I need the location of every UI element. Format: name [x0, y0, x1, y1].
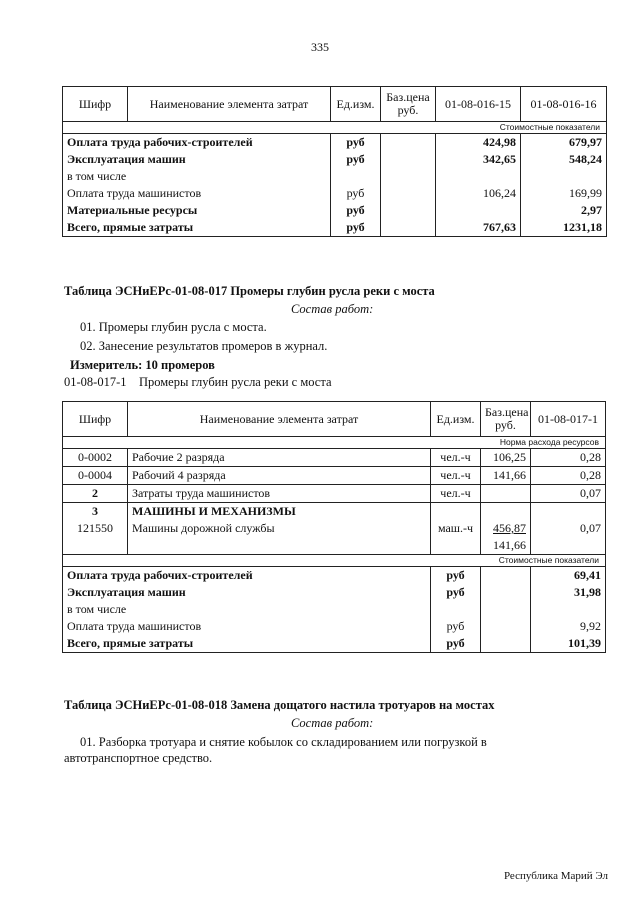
table-row [63, 567, 606, 585]
table-row [63, 151, 607, 168]
row-unit: руб [431, 635, 481, 653]
row-unit: руб [331, 151, 381, 168]
table-row [63, 449, 606, 467]
row-name: Машины дорожной службы [128, 520, 431, 537]
table-title-01-08-017: Таблица ЭСНиЕРс-01-08-017 Промеры глубин русла реки с моста [64, 284, 435, 298]
header-unit: Ед.изм. [331, 87, 381, 122]
table-header-row [63, 402, 606, 437]
norm-title: 01-08-017-1 Промеры глубин русла реки с моста [64, 375, 332, 389]
section-row [63, 555, 606, 567]
row-price [481, 584, 531, 601]
table-row [63, 584, 606, 601]
row-value [531, 503, 606, 521]
row-value: 101,39 [531, 635, 606, 653]
row-name: в том числе [63, 601, 431, 618]
row-price: 141,66 [481, 537, 531, 555]
row-unit [431, 537, 481, 555]
row-price [381, 134, 436, 152]
row-unit: чел.-ч [431, 449, 481, 467]
row-name: Оплата труда машинистов [63, 618, 431, 635]
resource-table-01-08-017 [62, 401, 606, 653]
table-title-01-08-018: Таблица ЭСНиЕРс-01-08-018 Замена дощатого настила тротуаров на мостах [64, 698, 495, 712]
row-price [481, 503, 531, 521]
row-value: 0,07 [531, 485, 606, 503]
row-value-1 [436, 202, 521, 219]
row-unit: чел.-ч [431, 467, 481, 485]
header-base-price: Баз.цена руб. [481, 402, 531, 437]
header-name: Наименование элемента затрат [128, 402, 431, 437]
row-value-2: 169,99 [521, 185, 607, 202]
row-value-1 [436, 168, 521, 185]
row-name: Оплата труда рабочих-строителей [63, 567, 431, 585]
row-unit [331, 168, 381, 185]
row-name: МАШИНЫ И МЕХАНИЗМЫ [128, 503, 431, 521]
header-col-01-08-017-1: 01-08-017-1 [531, 402, 606, 437]
row-value-1: 767,63 [436, 219, 521, 237]
header-code: Шифр [63, 87, 128, 122]
row-value-2: 2,97 [521, 202, 607, 219]
work-item-2: 02. Занесение результатов промеров в журнал. [80, 339, 328, 353]
row-code: 2 [63, 485, 128, 503]
row-value-2 [521, 168, 607, 185]
cost-table-01-08-016 [62, 86, 607, 237]
row-value-2: 679,97 [521, 134, 607, 152]
row-value-1: 424,98 [436, 134, 521, 152]
row-value-2: 1231,18 [521, 219, 607, 237]
row-value: 0,28 [531, 449, 606, 467]
row-name: Затраты труда машинистов [128, 485, 431, 503]
row-value-2: 548,24 [521, 151, 607, 168]
row-name: Оплата труда машинистов [63, 185, 331, 202]
row-name: в том числе [63, 168, 331, 185]
work-composition-heading: Состав работ: [291, 716, 374, 730]
row-value: 0,28 [531, 467, 606, 485]
row-code: 0-0002 [63, 449, 128, 467]
row-price [381, 219, 436, 237]
row-value-1: 342,65 [436, 151, 521, 168]
page-number: 335 [311, 40, 329, 54]
row-unit: руб [431, 584, 481, 601]
header-name: Наименование элемента затрат [128, 87, 331, 122]
row-name: Рабочие 2 разряда [128, 449, 431, 467]
header-code: Шифр [63, 402, 128, 437]
row-unit: руб [331, 219, 381, 237]
row-unit [431, 503, 481, 521]
table-row [63, 168, 607, 185]
row-name: Рабочий 4 разряда [128, 467, 431, 485]
row-price [481, 485, 531, 503]
table-row [63, 520, 606, 537]
table-row [63, 485, 606, 503]
section-row [63, 122, 607, 134]
row-code [63, 537, 128, 555]
row-name: Эксплуатация машин [63, 584, 431, 601]
table-row [63, 503, 606, 521]
row-value: 31,98 [531, 584, 606, 601]
work-composition-heading: Состав работ: [291, 302, 374, 316]
header-unit: Ед.изм. [431, 402, 481, 437]
row-unit: руб [331, 134, 381, 152]
section-label: Стоимостные показатели [63, 122, 607, 134]
row-price [481, 618, 531, 635]
row-code: 3 [63, 503, 128, 521]
table-row [63, 618, 606, 635]
section-label: Стоимостные показатели [63, 555, 606, 567]
row-value-1: 106,24 [436, 185, 521, 202]
table-row [63, 635, 606, 653]
table-header-row [63, 87, 607, 122]
row-unit: руб [331, 185, 381, 202]
row-name [128, 537, 431, 555]
row-unit: чел.-ч [431, 485, 481, 503]
row-unit [431, 601, 481, 618]
row-name: Всего, прямые затраты [63, 219, 331, 237]
row-unit: маш.-ч [431, 520, 481, 537]
section-label: Норма расхода ресурсов [63, 437, 606, 449]
table-row [63, 219, 607, 237]
footer-region: Республика Марий Эл [503, 870, 608, 882]
row-price [381, 151, 436, 168]
work-item-1: 01. Промеры глубин русла с моста. [80, 320, 267, 334]
row-name: Материальные ресурсы [63, 202, 331, 219]
row-price: 141,66 [481, 467, 531, 485]
table-row [63, 185, 607, 202]
row-value: 69,41 [531, 567, 606, 585]
row-price [481, 635, 531, 653]
row-name: Оплата труда рабочих-строителей [63, 134, 331, 152]
row-code: 121550 [63, 520, 128, 537]
row-unit: руб [431, 618, 481, 635]
row-code: 0-0004 [63, 467, 128, 485]
table-row [63, 134, 607, 152]
row-price: 106,25 [481, 449, 531, 467]
row-price [381, 168, 436, 185]
table-row [63, 202, 607, 219]
row-price [381, 202, 436, 219]
row-price: 456,87 [481, 520, 531, 537]
work-item-1-line-2: автотранспортное средство. [64, 751, 213, 765]
section-row [63, 437, 606, 449]
header-base-price: Баз.цена руб. [381, 87, 436, 122]
work-item-1-line-1: 01. Разборка тротуара и снятие кобылок со складированием или погрузкой в [80, 735, 487, 749]
table-row [63, 537, 606, 555]
row-price [481, 567, 531, 585]
row-value [531, 601, 606, 618]
table-row [63, 601, 606, 618]
row-value [531, 537, 606, 555]
row-price [381, 185, 436, 202]
header-col-01-08-016-15: 01-08-016-15 [436, 87, 521, 122]
measure-unit: Измеритель: 10 промеров [70, 358, 215, 372]
row-value: 0,07 [531, 520, 606, 537]
row-name: Всего, прямые затраты [63, 635, 431, 653]
table-row [63, 467, 606, 485]
row-value: 9,92 [531, 618, 606, 635]
row-name: Эксплуатация машин [63, 151, 331, 168]
row-unit: руб [331, 202, 381, 219]
header-col-01-08-016-16: 01-08-016-16 [521, 87, 607, 122]
row-unit: руб [431, 567, 481, 585]
row-price [481, 601, 531, 618]
